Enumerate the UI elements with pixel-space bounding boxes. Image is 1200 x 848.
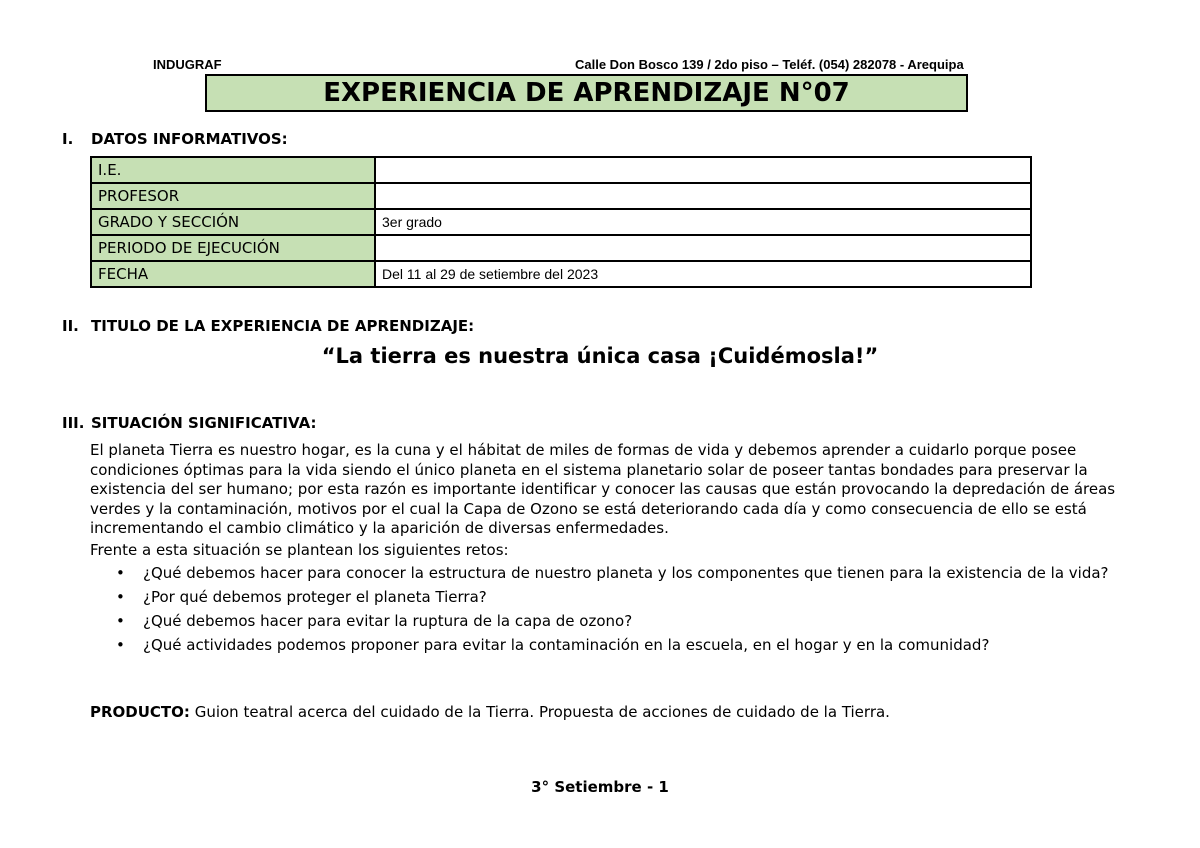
header-company: INDUGRAF	[153, 57, 222, 72]
page-footer: 3° Setiembre - 1	[531, 778, 669, 796]
row-label-profesor: PROFESOR	[91, 183, 375, 209]
challenge-text: ¿Qué debemos hacer para conocer la estructura de nuestro planeta y los componentes que tienen para la existencia de la vida?	[143, 564, 1109, 582]
row-value-periodo	[375, 235, 1031, 261]
info-table	[90, 156, 1032, 288]
list-item	[90, 636, 1140, 655]
row-label-grado: GRADO Y SECCIÓN	[91, 209, 375, 235]
row-value-profesor	[375, 183, 1031, 209]
section-title: SITUACIÓN SIGNIFICATIVA:	[91, 414, 317, 432]
row-value-fecha: Del 11 al 29 de setiembre del 2023	[375, 261, 1031, 287]
product-text: Guion teatral acerca del cuidado de la Tierra. Propuesta de acciones de cuidado de la Tierra.	[194, 703, 890, 721]
list-item	[90, 588, 1140, 607]
section-title: DATOS INFORMATIVOS:	[91, 130, 288, 148]
bullet-icon: •	[116, 564, 125, 582]
section-number: III.	[62, 414, 85, 432]
table-row	[91, 157, 1031, 183]
row-value-grado: 3er grado	[375, 209, 1031, 235]
list-item	[90, 564, 1140, 583]
bullet-icon: •	[116, 612, 125, 630]
section-title: TITULO DE LA EXPERIENCIA DE APRENDIZAJE:	[91, 317, 475, 335]
list-item	[90, 612, 1140, 631]
row-label-periodo: PERIODO DE EJECUCIÓN	[91, 235, 375, 261]
row-value-ie	[375, 157, 1031, 183]
section-number: II.	[62, 317, 79, 335]
challenge-text: ¿Qué actividades podemos proponer para evitar la contaminación en la escuela, en el hogar y en la comunidad?	[143, 636, 990, 654]
challenge-text: ¿Qué debemos hacer para evitar la ruptura de la capa de ozono?	[143, 612, 633, 630]
table-row	[91, 235, 1031, 261]
table-row	[91, 261, 1031, 287]
bullet-icon: •	[116, 636, 125, 654]
section-heading-titulo	[62, 317, 474, 335]
product-line	[90, 703, 890, 721]
document-title: EXPERIENCIA DE APRENDIZAJE N°07	[205, 74, 968, 112]
challenges-list	[90, 564, 1140, 660]
section-number: I.	[62, 130, 74, 148]
experience-title: “La tierra es nuestra única casa ¡Cuidémosla!”	[321, 344, 879, 368]
row-label-ie: I.E.	[91, 157, 375, 183]
table-row	[91, 209, 1031, 235]
product-label: PRODUCTO:	[90, 703, 190, 721]
challenge-text: ¿Por qué debemos proteger el planeta Tierra?	[143, 588, 487, 606]
header-address: Calle Don Bosco 139 / 2do piso – Teléf. (054) 282078 - Arequipa	[575, 57, 964, 72]
row-label-fecha: FECHA	[91, 261, 375, 287]
section-heading-situacion	[62, 414, 316, 432]
situation-text: El planeta Tierra es nuestro hogar, es la cuna y el hábitat de miles de formas de vida y debemos aprender a cuidarlo porque posee condiciones óptimas para la vida siendo el único planeta en el sistema planetario solar de poseer tantas bondades para preservar la existencia del ser humano; por esta razón es importante identificar y conocer las causas que están provocando la depredación de áreas verdes y la contaminación, motivos por el cual la Capa de Ozono se está deteriorando cada día y como consecuencia de ello se está incrementando el cambio climático y la aparición de diversas enfermedades.	[90, 441, 1116, 537]
situation-paragraph	[90, 441, 1150, 539]
table-row	[91, 183, 1031, 209]
section-heading-datos	[62, 130, 288, 148]
bullet-icon: •	[116, 588, 125, 606]
challenges-intro: Frente a esta situación se plantean los siguientes retos:	[90, 541, 509, 559]
